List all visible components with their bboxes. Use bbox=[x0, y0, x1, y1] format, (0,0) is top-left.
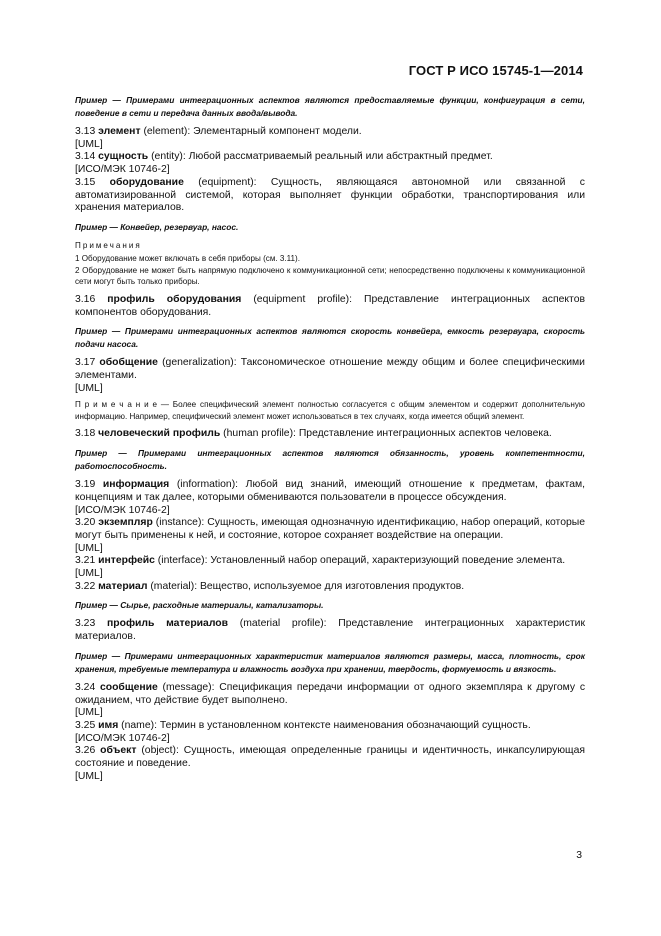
term-number: 3.16 bbox=[75, 293, 96, 305]
term-source: [UML] bbox=[75, 542, 103, 554]
term-source: [UML] bbox=[75, 707, 103, 719]
term-entry bbox=[75, 745, 585, 770]
term-number: 3.21 bbox=[75, 555, 96, 567]
page-content bbox=[75, 94, 585, 784]
note-item: 1 Оборудование может включать в себя приборы (см. 3.11). bbox=[75, 254, 300, 264]
example-text: Пример — Примерами интеграционных аспектов являются предоставляемые функции, конфигурация в сети, поведение в сети и передача данных ввода/вывода. bbox=[75, 95, 585, 118]
term-number: 3.13 bbox=[75, 126, 96, 137]
term-name: сообщение bbox=[99, 681, 158, 693]
term-definition: (name): Термин в установленном контексте наименования обозначающий сущность. bbox=[121, 719, 531, 731]
term-name: элемент bbox=[98, 126, 141, 137]
page-number: 3 bbox=[576, 850, 582, 861]
term-source: [ИСО/МЭК 10746-2] bbox=[75, 732, 170, 744]
term-entry bbox=[75, 294, 585, 319]
term-name: материал bbox=[98, 580, 148, 592]
term-definition: (message): Спецификация передачи информации от одного экземпляра к другому с ожиданием, что действие будет выполнено. bbox=[75, 681, 586, 706]
term-name: профиль оборудования bbox=[107, 293, 242, 305]
term-number: 3.20 bbox=[75, 517, 96, 529]
term-entry bbox=[75, 357, 585, 382]
notes-heading: Примечания bbox=[75, 240, 142, 250]
term-definition: (equipment): Сущность, являющаяся автономной или связанной с автоматизированной системой, которая выполняет функции обработки, транспортирования или хранения материалов. bbox=[75, 176, 586, 214]
term-number: 3.15 bbox=[75, 176, 96, 188]
term-number: 3.26 bbox=[75, 745, 96, 757]
term-source: [ИСО/МЭК 10746-2] bbox=[75, 164, 170, 176]
term-definition: (material): Вещество, используемое для изготовления продуктов. bbox=[150, 580, 465, 592]
term-entry bbox=[75, 555, 585, 568]
term-entry bbox=[75, 720, 585, 733]
term-definition: (equipment profile): Представление интеграционных аспектов компонентов оборудования. bbox=[75, 293, 586, 318]
example-text: Пример — Примерами интеграционных аспектов являются обязанность, уровень компетентности, работоспособность. bbox=[75, 448, 585, 472]
term-definition: (instance): Сущность, имеющая однозначную идентификацию, набор операций, которые могут быть применены к ней, и состояние, которое сохраняет воздействие на операции. bbox=[75, 517, 586, 541]
term-entry bbox=[75, 151, 585, 164]
term-source: [UML] bbox=[75, 138, 103, 150]
example-text: Пример — Примерами интеграционных аспектов являются скорость конвейера, емкость резервуара, скорость подачи насоса. bbox=[75, 326, 585, 350]
term-name: экземпляр bbox=[98, 517, 153, 529]
term-definition: (interface): Установленный набор операций, характеризующий поведение элемента. bbox=[157, 555, 566, 567]
term-name: профиль материалов bbox=[106, 618, 229, 630]
term-entry bbox=[75, 428, 585, 441]
term-name: обобщение bbox=[99, 357, 158, 369]
term-source: [UML] bbox=[75, 770, 103, 782]
term-name: информация bbox=[102, 479, 170, 491]
term-source: [UML] bbox=[75, 382, 103, 394]
term-number: 3.23 bbox=[75, 618, 96, 630]
term-definition: (element): Элементарный компонент модели. bbox=[143, 126, 362, 137]
term-entry bbox=[75, 517, 585, 542]
note-text: П р и м е ч а н и е — Более специфический элемент полностью согласуется с общим элементом и содержит дополнительную информацию. Например, специфический элемент может использоваться в тех случаях, когда имеется общий элемент. bbox=[75, 400, 585, 421]
example-text: Пример — Сырье, расходные материалы, катализаторы. bbox=[75, 600, 324, 611]
example-text: Пример — Конвейер, резервуар, насос. bbox=[75, 221, 239, 232]
term-name: имя bbox=[98, 719, 119, 731]
term-number: 3.22 bbox=[75, 580, 96, 592]
note-item: 2 Оборудование не может быть напрямую подключено к коммуникационной сети; непосредственно подключены к коммуникационной сети могут быть только приборы. bbox=[75, 265, 585, 287]
term-entry bbox=[75, 581, 585, 594]
term-number: 3.25 bbox=[75, 719, 96, 731]
term-definition: (human profile): Представление интеграционных аспектов человека. bbox=[223, 428, 552, 440]
term-entry bbox=[75, 126, 585, 139]
term-name: человеческий профиль bbox=[98, 428, 221, 440]
term-definition: (entity): Любой рассматриваемый реальный или абстрактный предмет. bbox=[151, 151, 493, 163]
term-entry bbox=[75, 618, 585, 643]
term-name: оборудование bbox=[109, 176, 184, 188]
term-entry bbox=[75, 177, 585, 215]
term-number: 3.14 bbox=[75, 151, 96, 163]
document-id: ГОСТ Р ИСО 15745-1—2014 bbox=[408, 63, 583, 78]
term-definition: (material profile): Представление интеграционных характеристик материалов. bbox=[75, 618, 586, 643]
term-definition: (information): Любой вид знаний, имеющий отношение к предметам, фактам, концепциям и так далее, которыми обмениваются пользователи в процессе обсуждения. bbox=[75, 479, 586, 503]
term-source: [UML] bbox=[75, 568, 103, 580]
term-definition: (object): Сущность, имеющая определенные границы и идентичность, инкапсулирующая состояние и поведение. bbox=[75, 745, 586, 770]
term-number: 3.24 bbox=[75, 681, 96, 693]
term-number: 3.18 bbox=[75, 428, 96, 440]
term-name: интерфейс bbox=[98, 555, 155, 567]
example-text: Пример — Примерами интеграционных характеристик материалов являются размеры, масса, плотность, срок хранения, требуемые температура и влажность воздуха при хранении, твердость, формуемость и вязкость. bbox=[75, 650, 585, 674]
term-entry bbox=[75, 479, 585, 504]
term-name: сущность bbox=[98, 151, 149, 163]
term-name: объект bbox=[100, 745, 137, 757]
term-number: 3.19 bbox=[75, 479, 96, 491]
term-definition: (generalization): Таксономическое отношение между общим и более специфическими элементами. bbox=[75, 357, 585, 382]
term-number: 3.17 bbox=[75, 357, 96, 369]
term-source: [ИСО/МЭК 10746-2] bbox=[75, 504, 170, 516]
term-entry bbox=[75, 682, 585, 707]
